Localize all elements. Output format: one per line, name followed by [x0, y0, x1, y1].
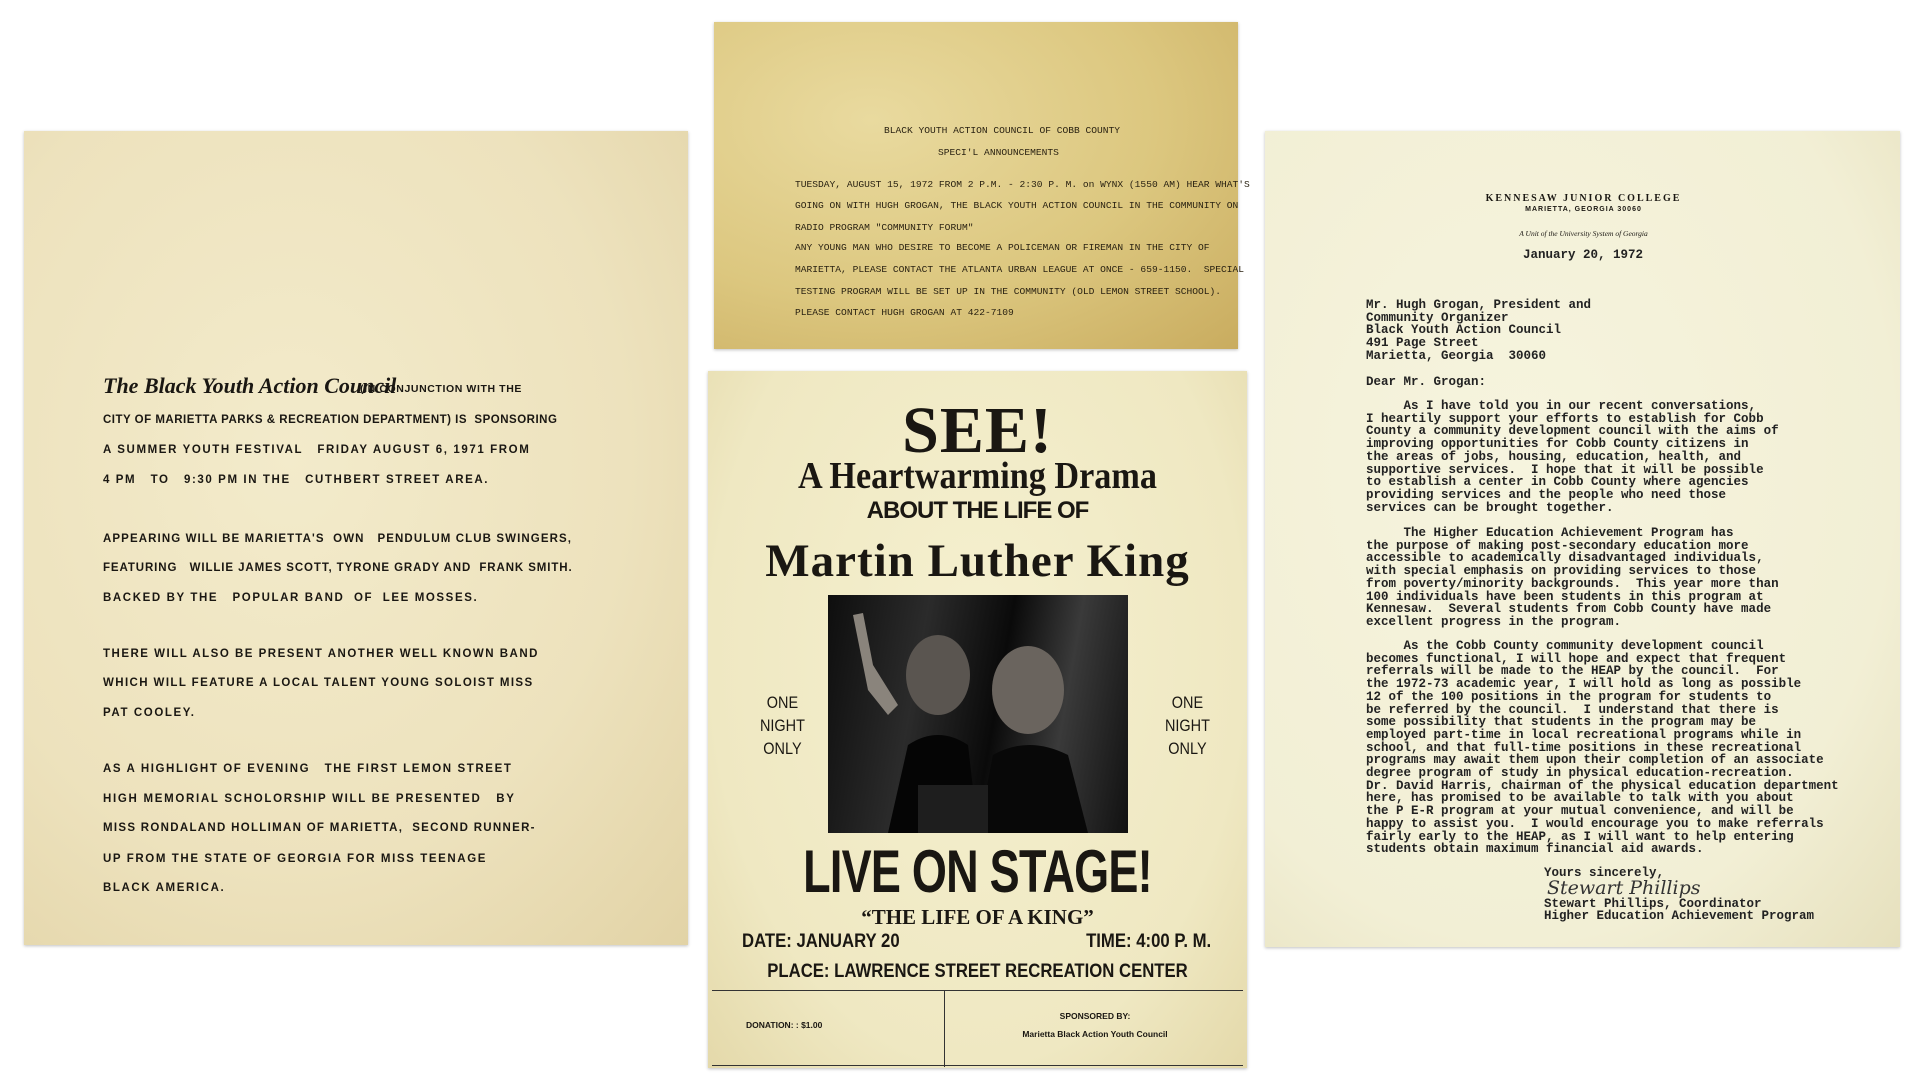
one-night-only-left: ONE NIGHT ONLY: [759, 693, 805, 758]
letter-date: January 20, 1972: [1523, 248, 1644, 262]
mlk-photo: [828, 595, 1128, 833]
announcement-line: MARIETTA, PLEASE CONTACT THE ATLANTA URBAN LEAGUE AT ONCE - 659-1150. SPECIAL: [795, 264, 1245, 275]
announcement-heading: BLACK YOUTH ACTION COUNCIL OF COBB COUNTY: [884, 125, 1121, 136]
letter-signer: Stewart Phillips, Coordinator: [1544, 897, 1762, 911]
letter-signature: Stewart Phillips: [1547, 877, 1701, 899]
flyer-line: BLACK AMERICA.: [103, 882, 226, 894]
flyer-title: The Black Youth Action Council: [103, 373, 397, 398]
poster-about: ABOUT THE LIFE OF: [866, 497, 1089, 524]
announcement-subheading: SPECI'L ANNOUNCEMENTS: [938, 147, 1059, 158]
announcement-line: ANY YOUNG MAN WHO DESIRE TO BECOME A POLICEMAN OR FIREMAN IN THE CITY OF: [795, 242, 1210, 253]
portrait-image: [828, 595, 1128, 833]
poster-see: SEE!: [902, 394, 1053, 467]
flyer-line: HIGH MEMORIAL SCHOLORSHIP WILL BE PRESENTED BY: [103, 793, 516, 805]
poster-date: DATE: JANUARY 20: [742, 931, 900, 952]
poster-bottom-rule: [712, 1065, 1243, 1066]
flyer-line: FEATURING WILLIE JAMES SCOTT, TYRONE GRADY AND FRANK SMITH.: [103, 562, 573, 574]
poster-play-title: “THE LIFE OF A KING”: [861, 905, 1094, 929]
flyer-line: (IN CONJUNCTION WITH THE: [360, 383, 522, 395]
letter-paragraph: As I have told you in our recent conversations, I heartily support your efforts to establish for Cobb County a community development council with the aims of improving opportunities for Cobb County citizens in the areas of jobs, housing, education, health, and supportive services. I hope that it will be possible to establish a center in Cobb County where agencies providing services and the people who need those services can be brought together.: [1366, 399, 1779, 515]
one-night-only-right: ONE NIGHT ONLY: [1164, 693, 1210, 758]
announcement-line: RADIO PROGRAM "COMMUNITY FORUM": [795, 222, 974, 233]
flyer-line: CITY OF MARIETTA PARKS & RECREATION DEPARTMENT) IS SPONSORING: [103, 414, 558, 426]
poster-live-on-stage: LIVE ON STAGE!: [803, 838, 1152, 905]
letterhead-location: MARIETTA, GEORGIA 30060: [1525, 206, 1642, 213]
letter-paragraph: As the Cobb County community development council becomes functional, I will hope and expect that frequent referrals will be made to the HEAP by the council. For the 1972-73 academic year, I will hold as long as possible 12 of the 100 positions in the program for students to be referred by the council. I understand that there is some possibility that students in the program may be employed part-time in local recreational programs while in school, and that full-time positions in these recreational programs may await them upon their completion of an associate degree program of study in physical education-recreation. Dr. David Harris, chairman of the physical education department here, has promised to be available to talk with you about the P E-R program at your mutual convenience, and will be happy to assist you. I would encourage you to make referrals fairly early to the HEAP, as I will want to help entering students obtain maximum financial aid awards.: [1366, 639, 1839, 857]
poster-name: Martin Luther King: [765, 535, 1190, 587]
mlk-drama-poster: [708, 371, 1247, 1068]
flyer-line: MISS RONDALAND HOLLIMAN OF MARIETTA, SECOND RUNNER-: [103, 822, 536, 834]
flyer-line: A SUMMER YOUTH FESTIVAL FRIDAY AUGUST 6, 1971 FROM: [103, 444, 531, 456]
flyer-line: THERE WILL ALSO BE PRESENT ANOTHER WELL KNOWN BAND: [103, 648, 539, 660]
letter-address: Mr. Hugh Grogan, President and Community Organizer Black Youth Action Council 491 Page Street Marietta, Georgia 30060: [1366, 298, 1592, 363]
poster-place: PLACE: LAWRENCE STREET RECREATION CENTER: [767, 961, 1188, 982]
letterhead-institution: KENNESAW JUNIOR COLLEGE: [1485, 193, 1682, 204]
poster-time: TIME: 4:00 P. M.: [1085, 931, 1211, 952]
letter-salutation: Dear Mr. Grogan:: [1366, 375, 1487, 389]
special-announcements-card: [714, 22, 1250, 349]
poster-divider: [712, 990, 1243, 991]
poster-donation: DONATION: : $1.00: [746, 1020, 823, 1030]
announcement-line: TUESDAY, AUGUST 15, 1972 FROM 2 P.M. - 2:30 P. M. on WYNX (1550 AM) HEAR WHAT'S: [795, 179, 1250, 190]
announcement-line: GOING ON WITH HUGH GROGAN, THE BLACK YOUTH ACTION COUNCIL IN THE COMMUNITY ON: [795, 200, 1239, 211]
flyer-line: PAT COOLEY.: [103, 707, 196, 719]
poster-drama: A Heartwarming Drama: [797, 455, 1158, 497]
announcement-line: PLEASE CONTACT HUGH GROGAN AT 422-7109: [795, 307, 1014, 318]
flyer-line: UP FROM THE STATE OF GEORGIA FOR MISS TEENAGE: [103, 853, 488, 865]
letter-paragraph: The Higher Education Achievement Program has the purpose of making post-secondary education more accessible to academically disadvantaged individuals, with special emphasis on providing services to those from poverty/minority backgrounds. This year more than 100 individuals have been students in this program at Kennesaw. Several students from Cobb County have made excellent progress in the program.: [1366, 526, 1779, 629]
flyer-line: BACKED BY THE POPULAR BAND OF LEE MOSSES.: [103, 592, 479, 604]
kennesaw-letter: [1265, 131, 1900, 947]
letter-program: Higher Education Achievement Program: [1544, 909, 1815, 923]
flyer-line: APPEARING WILL BE MARIETTA'S OWN PENDULUM CLUB SWINGERS,: [103, 533, 573, 545]
flyer-line: AS A HIGHLIGHT OF EVENING THE FIRST LEMON STREET: [103, 763, 513, 775]
flyer-line: 4 PM TO 9:30 PM IN THE CUTHBERT STREET AREA.: [103, 474, 490, 486]
announcement-line: TESTING PROGRAM WILL BE SET UP IN THE COMMUNITY (OLD LEMON STREET SCHOOL).: [795, 286, 1222, 297]
letterhead-unit: A Unit of the University System of Georgia: [1519, 229, 1648, 238]
festival-flyer: [24, 131, 688, 945]
poster-sponsored-label: SPONSORED BY:: [1059, 1011, 1131, 1021]
flyer-line: WHICH WILL FEATURE A LOCAL TALENT YOUNG SOLOIST MISS: [103, 677, 534, 689]
poster-sponsor: Marietta Black Action Youth Council: [1022, 1029, 1168, 1039]
letter-closing: Yours sincerely,: [1544, 866, 1665, 880]
